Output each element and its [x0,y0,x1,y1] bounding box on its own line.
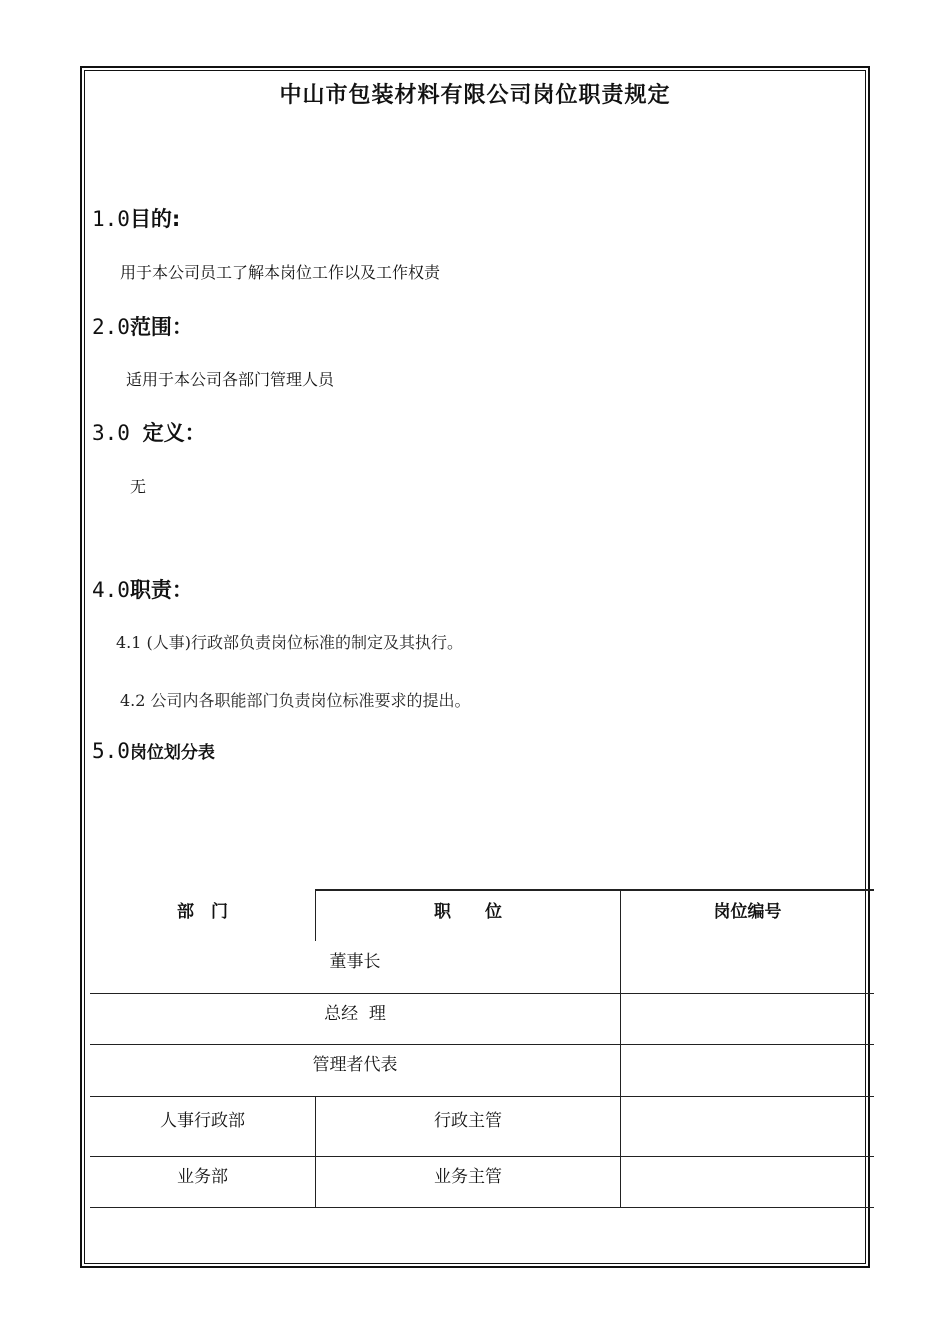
section-1-text: 用于本公司员工了解本岗位工作以及工作权责 [120,263,441,282]
section-5-heading [92,738,215,763]
section-4-item-2: 4.2 公司内各职能部门负责岗位标准要求的提出。 [120,691,471,710]
section-4-heading [92,574,193,604]
header-code: 岗位编号 [713,902,782,922]
table-row-line [90,993,874,994]
row-chairman: 董事长 [329,952,381,972]
section-2-heading [92,311,193,341]
section-2-number: 2.0 [92,315,130,339]
header-position: 职 位 [434,902,502,922]
table-top-border [316,889,874,891]
document-title: 中山市包装材料有限公司岗位职责规定 [279,83,671,108]
section-4-number: 4.0 [92,578,130,602]
row-hr-dept: 人事行政部 [160,1111,245,1131]
section-5-title: 岗位划分表 [129,743,215,763]
section-2-text: 适用于本公司各部门管理人员 [126,370,335,389]
section-3-title: 定义： [142,421,206,445]
section-5-number: 5.0 [92,739,130,763]
section-3-heading [92,417,206,447]
table-row-line [90,1044,874,1045]
section-1-heading [92,203,180,233]
section-3-text: 无 [130,477,147,496]
page-frame-inner [84,70,866,1264]
table-bottom-border [90,1207,874,1208]
table-divider-code [620,889,621,1208]
row-sales-position: 业务主管 [434,1167,502,1187]
row-hr-position: 行政主管 [434,1111,502,1131]
table-row-line [90,1156,874,1157]
table-row-line [90,1096,874,1097]
section-4-item-1: 4.1 (人事)行政部负责岗位标准的制定及其执行。 [116,633,464,652]
row-sales-dept: 业务部 [177,1167,228,1187]
section-4-title: 职责： [129,578,193,602]
section-2-title: 范围： [129,315,193,339]
row-management-rep: 管理者代表 [312,1055,398,1075]
section-1-title: 目的: [129,207,181,231]
header-dept: 部 门 [177,902,228,922]
section-1-number: 1.0 [92,207,130,231]
section-3-number: 3.0 [92,421,143,445]
row-general-manager: 总经 理 [324,1004,386,1024]
